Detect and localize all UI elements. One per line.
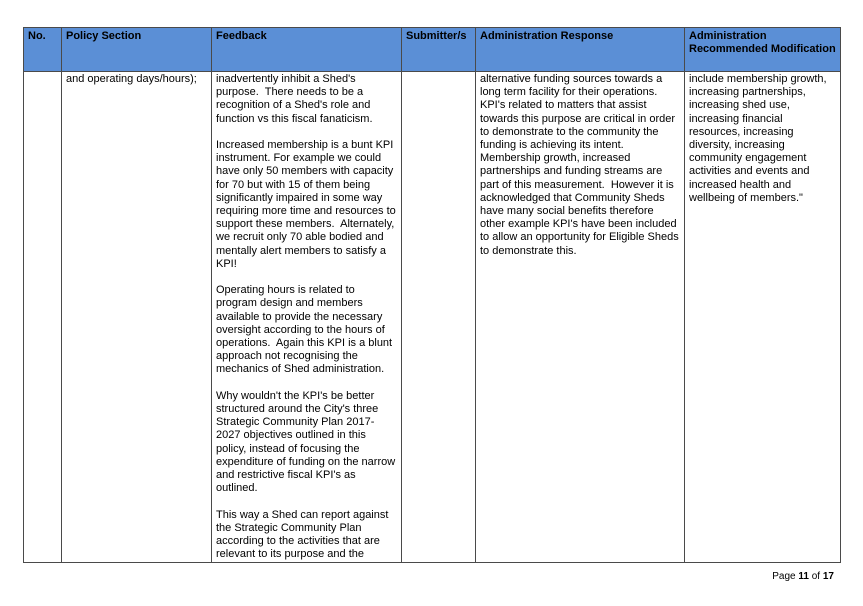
header-policy-section: Policy Section: [62, 28, 212, 72]
cell-no: [24, 72, 62, 563]
header-feedback: Feedback: [212, 28, 402, 72]
header-admin-response: Administration Response: [476, 28, 685, 72]
page-number: 11: [798, 571, 809, 582]
page-total: 17: [822, 571, 834, 582]
table-header-row: [24, 28, 841, 72]
cell-admin-response: alternative funding sources towards a long term facility for their operations. KPI's related to matters that assist towards this purpose are critical in order to demonstrate to the community the funding is achieving its intent. Membership growth, increased partnerships and funding streams are part of this measurement. However it is acknowledged that Community Sheds have many social benefits therefore other example KPI's have been included to allow an opportunity for Eligible Sheds to demonstrate this.: [476, 72, 685, 563]
page-of-label: of: [811, 571, 821, 582]
cell-feedback: inadvertently inhibit a Shed's purpose. There needs to be a recognition of a Shed's role and function vs this fiscal fanaticism. Increased membership is a bunt KPI instrument. For example we could have only 50 members with capacity for 70 but with 15 of them being significantly impaired in some way requiring more time and resources to support these members. Alternately, we recruit only 70 able bodied and mentally alert members to satisfy a KPI! Operating hours is related to program design and members available to provide the necessary oversight according to the hours of operations. Again this KPI is a blunt approach not recognising the mechanics of Shed administration. Why wouldn't the KPI's be better structured around the City's three Strategic Community Plan 2017-2027 objectives outlined in this policy, instead of focusing the expenditure of funding on the narrow and restrictive fiscal KPI's as outlined. This way a Shed can report against the Strategic Community Plan according to the activities that are relevant to its purpose and the: [212, 72, 402, 563]
table-row: [24, 72, 841, 563]
cell-policy-section: and operating days/hours);: [62, 72, 212, 563]
page-footer: [772, 571, 834, 582]
header-admin-modification: Administration Recommended Modification: [685, 28, 841, 72]
page-label: Page: [772, 571, 796, 582]
policy-feedback-table: [23, 27, 841, 563]
cell-admin-modification: include membership growth, increasing partnerships, increasing shed use, increasing financial resources, increasing diversity, increasing community engagement activities and events and increased health and wellbeing of members.": [685, 72, 841, 563]
cell-submitters: [402, 72, 476, 563]
header-no: No.: [24, 28, 62, 72]
header-submitters: Submitter/s: [402, 28, 476, 72]
